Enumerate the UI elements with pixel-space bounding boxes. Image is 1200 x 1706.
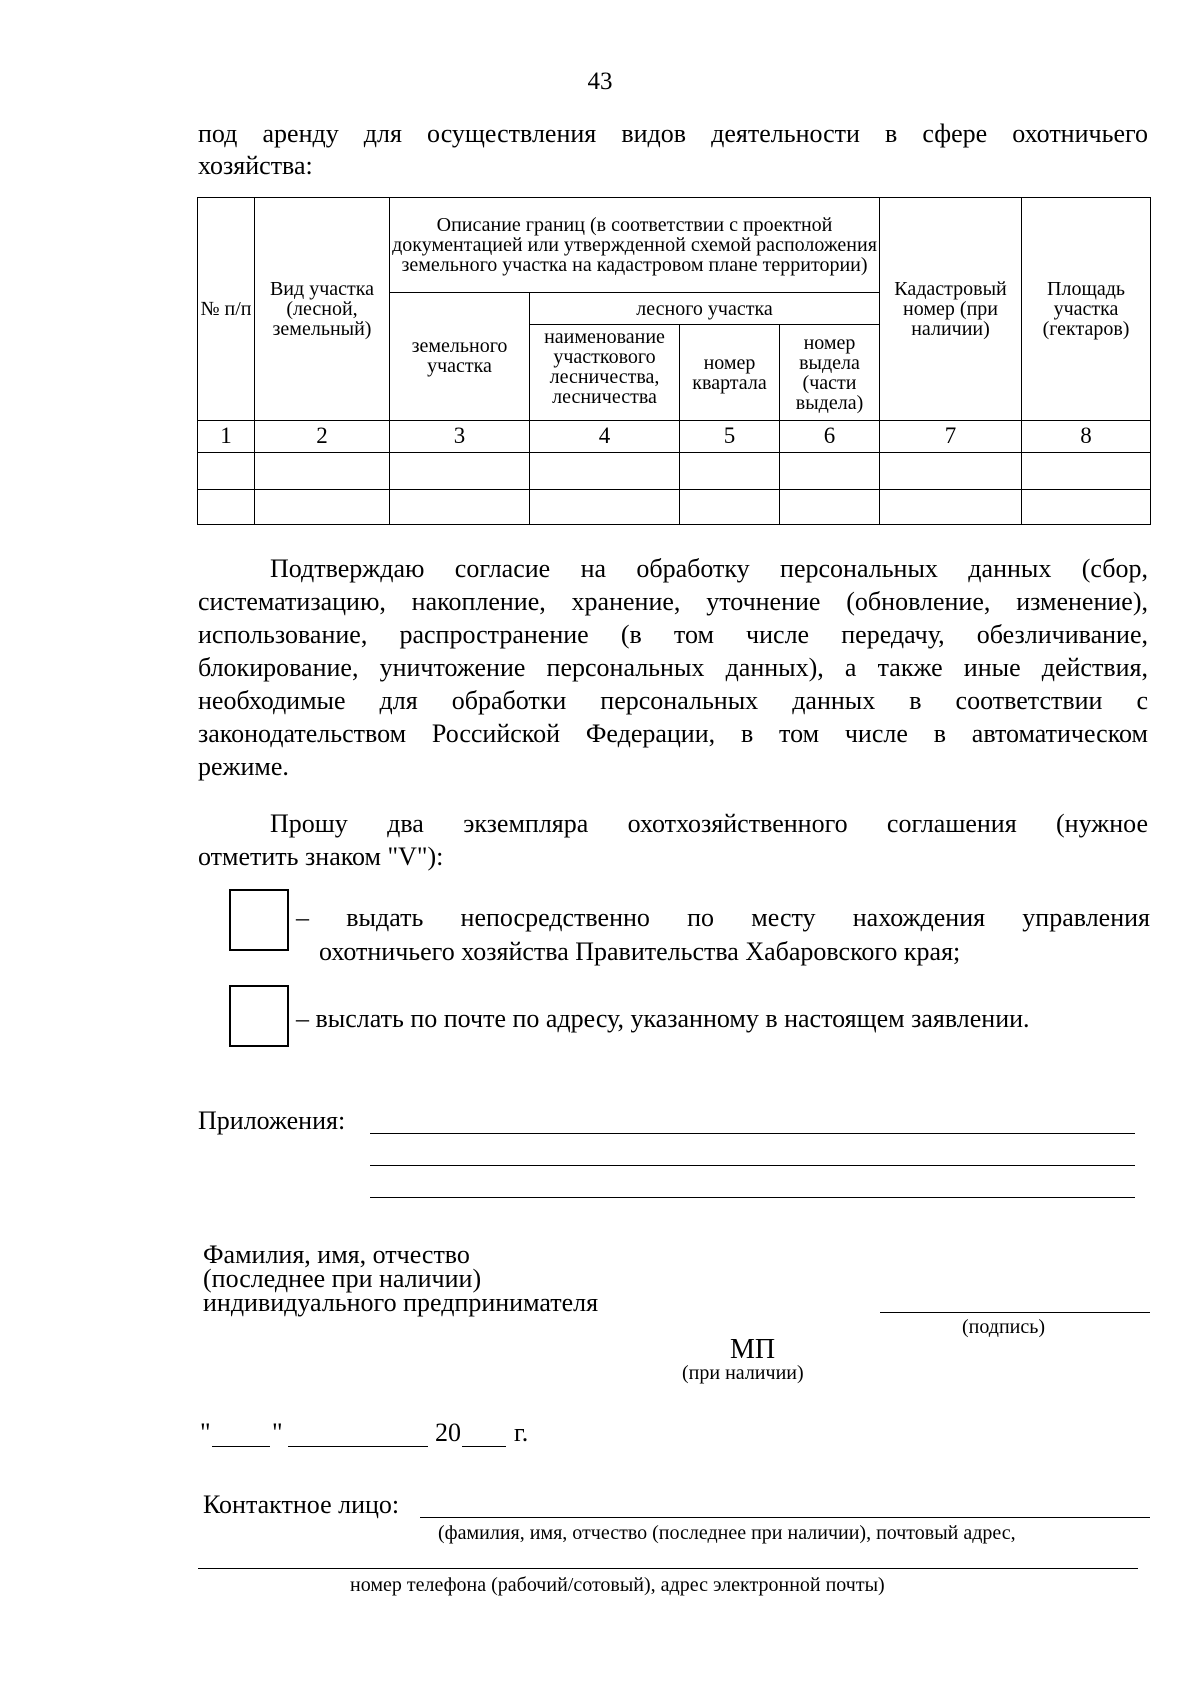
- consent-line: блокирование, уничтожение персональных данных), а также иные действия,: [198, 653, 1148, 682]
- header-forest-plot: лесного участка: [530, 293, 880, 325]
- table-cell[interactable]: [255, 452, 390, 489]
- table-cell[interactable]: [198, 489, 255, 524]
- table-row-empty: [198, 452, 1151, 489]
- table-cell[interactable]: [255, 489, 390, 524]
- date-quote-open: ": [200, 1418, 211, 1447]
- signature-caption: (подпись): [962, 1316, 1046, 1338]
- header-boundaries: Описание границ (в соответствии с проектной документацией или утвержденной схемой расположения земельного участка на кадастровом плане территории): [390, 198, 880, 293]
- column-numbers-row: [198, 420, 1151, 452]
- column-number: 6: [780, 420, 880, 452]
- table-cell[interactable]: [530, 452, 680, 489]
- issue-in-person-checkbox[interactable]: [229, 889, 289, 951]
- attachments-input-line-3[interactable]: [370, 1197, 1135, 1198]
- entrepreneur-name-label: [203, 1240, 599, 1317]
- header-area: Площадь участка (гектаров): [1022, 198, 1151, 421]
- header-land-plot: земельного участка: [390, 293, 530, 420]
- option-issue-line-1: – выдать непосредственно по месту нахождения управления: [296, 903, 1150, 932]
- date-month-line[interactable]: [288, 1446, 428, 1447]
- table-cell[interactable]: [390, 489, 530, 524]
- header-plot-type: Вид участка (лесной, земельный): [255, 198, 390, 421]
- date-day-line[interactable]: [212, 1446, 270, 1447]
- request-line: Прошу два экземпляра охотхозяйственного соглашения (нужное: [270, 809, 1148, 838]
- intro-line-1: под аренду для осуществления видов деятельности в сфере охотничьего: [198, 119, 1148, 148]
- column-number: 2: [255, 420, 390, 452]
- contact-caption-2: номер телефона (рабочий/сотовый), адрес электронной почты): [350, 1574, 885, 1596]
- contact-input-line-2[interactable]: [198, 1568, 1138, 1569]
- signature-line[interactable]: [880, 1312, 1150, 1313]
- consent-line: режиме.: [198, 752, 289, 781]
- option-issue-line-2: охотничьего хозяйства Правительства Хабаровского края;: [319, 937, 961, 966]
- column-number: 3: [390, 420, 530, 452]
- name-label-line: индивидуального предпринимателя: [203, 1288, 599, 1317]
- contact-caption-1: (фамилия, имя, отчество (последнее при наличии), почтовый адрес,: [438, 1522, 1016, 1544]
- stamp-label: МП: [730, 1334, 776, 1365]
- consent-line: необходимые для обработки персональных данных в соответствии с: [198, 686, 1148, 715]
- stamp-caption: (при наличии): [682, 1362, 804, 1384]
- attachments-input-line-2[interactable]: [370, 1165, 1135, 1166]
- date-year-suffix: г.: [514, 1418, 529, 1447]
- table-cell[interactable]: [880, 489, 1022, 524]
- header-forestry-name: наименование участкового лесничества, лесничества: [530, 325, 680, 420]
- table-cell[interactable]: [1022, 489, 1151, 524]
- table-cell[interactable]: [780, 489, 880, 524]
- name-label-line: Фамилия, имя, отчество: [203, 1240, 470, 1269]
- table-cell[interactable]: [530, 489, 680, 524]
- date-year-prefix: 20: [435, 1418, 461, 1447]
- header-quarter: номер квартала: [680, 325, 780, 420]
- table-cell[interactable]: [198, 452, 255, 489]
- date-quote-close: ": [272, 1418, 283, 1447]
- column-number: 4: [530, 420, 680, 452]
- name-label-line: (последнее при наличии): [203, 1264, 482, 1293]
- header-cadastral: Кадастровый номер (при наличии): [880, 198, 1022, 421]
- column-number: 7: [880, 420, 1022, 452]
- request-line: отметить знаком "V"):: [198, 842, 444, 871]
- contact-input-line-1[interactable]: [420, 1517, 1150, 1518]
- table-cell[interactable]: [390, 452, 530, 489]
- page-number: 43: [587, 68, 613, 95]
- option-mail-line: – выслать по почте по адресу, указанному в настоящем заявлении.: [296, 1004, 1030, 1033]
- header-num: № п/п: [198, 198, 255, 421]
- send-by-mail-checkbox[interactable]: [229, 985, 289, 1047]
- consent-paragraph: [198, 552, 1148, 783]
- table-cell[interactable]: [1022, 452, 1151, 489]
- request-paragraph: [198, 807, 1148, 873]
- header-allotment: номер выдела (части выдела): [780, 325, 880, 420]
- table-cell[interactable]: [680, 452, 780, 489]
- intro-line-2: хозяйства:: [198, 151, 313, 180]
- attachments-label: Приложения:: [198, 1106, 346, 1135]
- table-cell[interactable]: [780, 452, 880, 489]
- intro-text: [198, 118, 1148, 182]
- consent-line: использование, распространение (в том числе передачу, обезличивание,: [198, 620, 1148, 649]
- date-year-line[interactable]: [462, 1446, 506, 1447]
- consent-line: законодательством Российской Федерации, в том числе в автоматическом: [198, 719, 1148, 748]
- consent-line: Подтверждаю согласие на обработку персональных данных (сбор,: [270, 554, 1148, 583]
- column-number: 1: [198, 420, 255, 452]
- table-cell[interactable]: [680, 489, 780, 524]
- column-number: 8: [1022, 420, 1151, 452]
- consent-line: систематизацию, накопление, хранение, уточнение (обновление, изменение),: [198, 587, 1148, 616]
- table-cell[interactable]: [880, 452, 1022, 489]
- land-plots-table: [197, 197, 1151, 525]
- column-number: 5: [680, 420, 780, 452]
- table-row-empty: [198, 489, 1151, 524]
- contact-label: Контактное лицо:: [203, 1490, 400, 1519]
- attachments-input-line-1[interactable]: [370, 1133, 1135, 1134]
